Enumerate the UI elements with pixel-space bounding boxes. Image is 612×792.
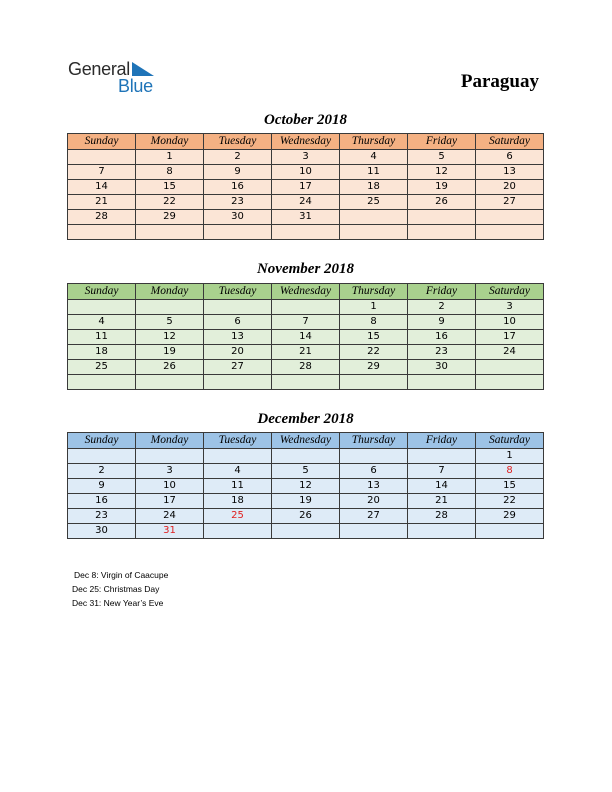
logo-triangle-icon [132,62,154,76]
day-cell: 18 [68,345,136,360]
generalblue-logo [68,59,153,96]
day-cell: 1 [136,150,204,165]
day-cell: 19 [408,180,476,195]
empty-day-cell [408,524,476,539]
day-cell: 27 [204,360,272,375]
calendar-october [67,133,544,240]
weekday-header-saturday: Saturday [476,433,544,449]
month-title-december: December 2018 [257,411,354,427]
weekday-header-saturday: Saturday [476,134,544,150]
day-cell: 26 [136,360,204,375]
holiday-note: Dec 8: Virgin of Caacupe [74,570,169,580]
day-cell: 20 [204,345,272,360]
weekday-header-friday: Friday [408,134,476,150]
day-cell: 7 [272,315,340,330]
day-cell: 5 [272,464,340,479]
empty-day-cell [204,449,272,464]
weekday-header-sunday: Sunday [68,433,136,449]
day-cell: 10 [476,315,544,330]
week-row [68,150,544,165]
calendar-december [67,432,544,539]
day-cell: 5 [408,150,476,165]
week-row [68,375,544,390]
day-cell: 3 [272,150,340,165]
day-cell: 15 [340,330,408,345]
day-cell: 10 [136,479,204,494]
day-cell: 30 [68,524,136,539]
day-cell: 16 [204,180,272,195]
day-cell: 28 [68,210,136,225]
week-row [68,210,544,225]
week-row [68,509,544,524]
empty-day-cell [272,225,340,240]
day-cell: 8 [340,315,408,330]
day-cell: 22 [476,494,544,509]
empty-day-cell [408,210,476,225]
day-cell: 3 [136,464,204,479]
day-cell: 21 [272,345,340,360]
day-cell: 13 [476,165,544,180]
day-cell: 21 [408,494,476,509]
day-cell: 11 [204,479,272,494]
week-row [68,165,544,180]
month-title-october: October 2018 [264,112,347,128]
day-cell: 19 [136,345,204,360]
empty-day-cell [136,300,204,315]
day-cell: 26 [272,509,340,524]
day-cell: 4 [68,315,136,330]
weekday-header-row [68,284,544,300]
weekday-header-sunday: Sunday [68,284,136,300]
day-cell: 23 [408,345,476,360]
day-cell: 10 [272,165,340,180]
empty-day-cell [204,524,272,539]
empty-day-cell [476,360,544,375]
day-cell: 9 [204,165,272,180]
week-row [68,464,544,479]
weekday-header-row [68,433,544,449]
empty-day-cell [340,524,408,539]
day-cell: 24 [136,509,204,524]
empty-day-cell [204,300,272,315]
weekday-header-row [68,134,544,150]
empty-day-cell [340,375,408,390]
weekday-header-saturday: Saturday [476,284,544,300]
day-cell: 15 [136,180,204,195]
empty-day-cell [68,449,136,464]
month-title-november: November 2018 [256,261,355,277]
day-cell: 30 [204,210,272,225]
day-cell: 4 [204,464,272,479]
day-cell: 17 [476,330,544,345]
day-cell: 25 [204,509,272,524]
day-cell: 18 [340,180,408,195]
day-cell: 21 [68,195,136,210]
empty-day-cell [204,225,272,240]
day-cell: 14 [272,330,340,345]
day-cell: 6 [204,315,272,330]
day-cell: 5 [136,315,204,330]
weekday-header-tuesday: Tuesday [204,433,272,449]
empty-day-cell [476,210,544,225]
empty-day-cell [340,225,408,240]
week-row [68,494,544,509]
logo-text-blue: Blue [118,76,153,96]
weekday-header-wednesday: Wednesday [272,134,340,150]
day-cell: 16 [68,494,136,509]
empty-day-cell [68,225,136,240]
day-cell: 18 [204,494,272,509]
day-cell: 15 [476,479,544,494]
weekday-header-monday: Monday [136,284,204,300]
holiday-note: Dec 31: New Year’s Eve [72,598,164,608]
empty-day-cell [408,449,476,464]
day-cell: 26 [408,195,476,210]
weekday-header-thursday: Thursday [340,284,408,300]
day-cell: 17 [136,494,204,509]
day-cell: 22 [340,345,408,360]
day-cell: 6 [476,150,544,165]
week-row [68,300,544,315]
day-cell: 20 [340,494,408,509]
holiday-note: Dec 25: Christmas Day [72,584,160,594]
day-cell: 20 [476,180,544,195]
day-cell: 3 [476,300,544,315]
empty-day-cell [476,375,544,390]
week-row [68,345,544,360]
day-cell: 12 [272,479,340,494]
weekday-header-tuesday: Tuesday [204,134,272,150]
empty-day-cell [136,375,204,390]
day-cell: 2 [68,464,136,479]
day-cell: 25 [340,195,408,210]
day-cell: 28 [408,509,476,524]
empty-day-cell [272,524,340,539]
day-cell: 24 [476,345,544,360]
day-cell: 23 [68,509,136,524]
day-cell: 13 [204,330,272,345]
country-title: Paraguay [460,71,539,92]
empty-day-cell [68,300,136,315]
empty-day-cell [408,375,476,390]
day-cell: 29 [340,360,408,375]
holiday-list [74,568,168,610]
empty-day-cell [340,449,408,464]
weekday-header-friday: Friday [408,284,476,300]
week-row [68,479,544,494]
day-cell: 22 [136,195,204,210]
day-cell: 31 [272,210,340,225]
day-cell: 27 [476,195,544,210]
weekday-header-friday: Friday [408,433,476,449]
day-cell: 8 [136,165,204,180]
day-cell: 12 [136,330,204,345]
empty-day-cell [408,225,476,240]
day-cell: 2 [204,150,272,165]
day-cell: 1 [340,300,408,315]
weekday-header-monday: Monday [136,433,204,449]
logo-text-general: General [68,59,130,79]
day-cell: 19 [272,494,340,509]
week-row [68,524,544,539]
weekday-header-wednesday: Wednesday [272,433,340,449]
week-row [68,180,544,195]
empty-day-cell [340,210,408,225]
weekday-header-monday: Monday [136,134,204,150]
day-cell: 30 [408,360,476,375]
week-row [68,360,544,375]
weekday-header-thursday: Thursday [340,134,408,150]
week-row [68,195,544,210]
day-cell: 14 [408,479,476,494]
day-cell: 13 [340,479,408,494]
day-cell: 16 [408,330,476,345]
week-row [68,330,544,345]
empty-day-cell [68,375,136,390]
weekday-header-sunday: Sunday [68,134,136,150]
day-cell: 29 [476,509,544,524]
day-cell: 9 [68,479,136,494]
day-cell: 14 [68,180,136,195]
empty-day-cell [136,449,204,464]
day-cell: 25 [68,360,136,375]
weekday-header-thursday: Thursday [340,433,408,449]
day-cell: 31 [136,524,204,539]
empty-day-cell [272,375,340,390]
week-row [68,449,544,464]
empty-day-cell [136,225,204,240]
week-row [68,315,544,330]
day-cell: 8 [476,464,544,479]
day-cell: 7 [68,165,136,180]
day-cell: 24 [272,195,340,210]
weekday-header-tuesday: Tuesday [204,284,272,300]
day-cell: 29 [136,210,204,225]
day-cell: 23 [204,195,272,210]
day-cell: 11 [68,330,136,345]
day-cell: 7 [408,464,476,479]
weekday-header-wednesday: Wednesday [272,284,340,300]
empty-day-cell [272,449,340,464]
empty-day-cell [204,375,272,390]
day-cell: 12 [408,165,476,180]
empty-day-cell [476,225,544,240]
calendar-november [67,283,544,390]
day-cell: 6 [340,464,408,479]
day-cell: 9 [408,315,476,330]
empty-day-cell [476,524,544,539]
day-cell: 1 [476,449,544,464]
empty-day-cell [272,300,340,315]
day-cell: 28 [272,360,340,375]
week-row [68,225,544,240]
day-cell: 11 [340,165,408,180]
day-cell: 27 [340,509,408,524]
empty-day-cell [68,150,136,165]
day-cell: 17 [272,180,340,195]
day-cell: 2 [408,300,476,315]
day-cell: 4 [340,150,408,165]
